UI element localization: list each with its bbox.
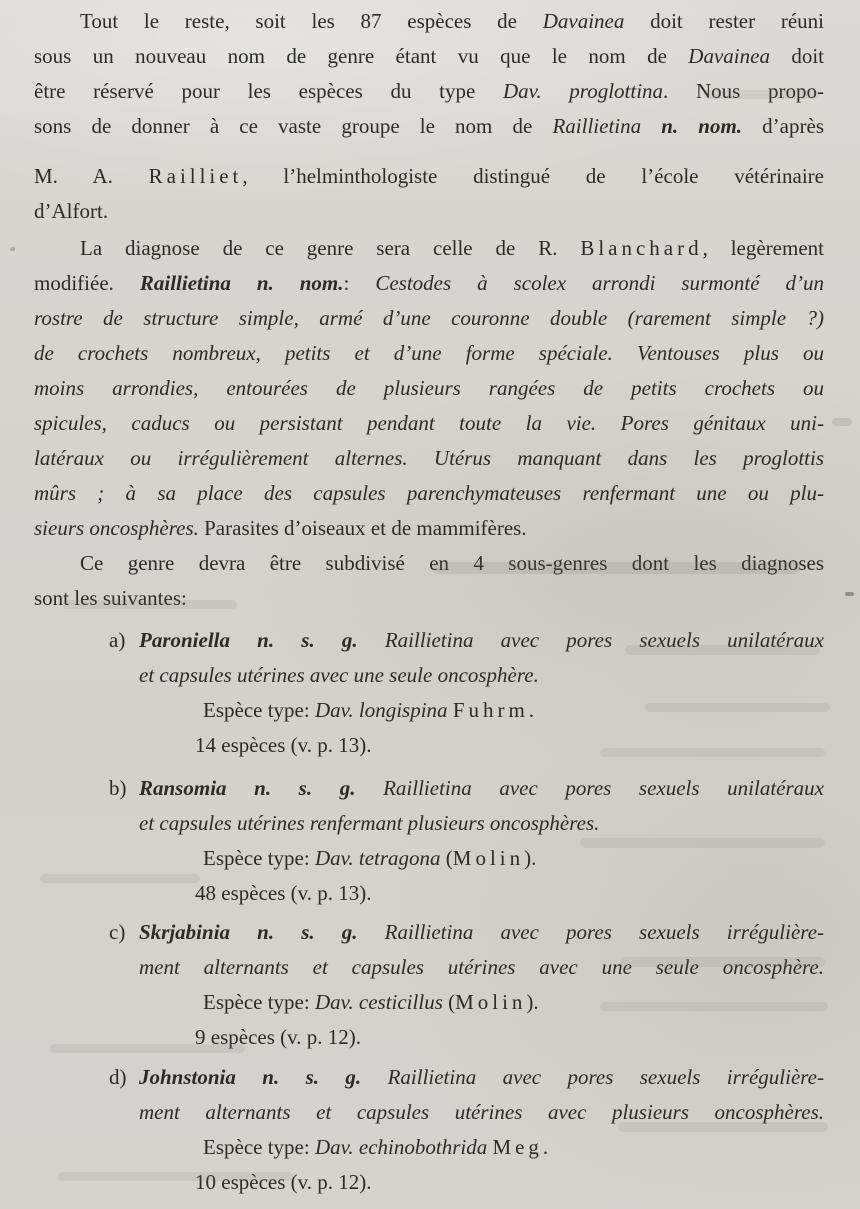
text-line	[34, 336, 824, 371]
text-run-r: .	[528, 698, 535, 722]
text-run-bi: Ransomia n. s. g.	[139, 776, 356, 800]
text-run-i: Raillietina avec pores sexuels unilatéraux	[357, 628, 824, 652]
text-line	[34, 301, 824, 336]
text-run-r: ).	[526, 990, 539, 1014]
bleedthrough-mark	[832, 418, 852, 426]
text-run-i: Cestodes à scolex arrondi surmonté d’un	[375, 271, 824, 295]
text-run-i: mûrs ; à sa place des capsules parenchymateuses renfermant une ou plu-	[34, 481, 824, 505]
list-item-label: c)	[109, 920, 126, 944]
paragraph-intro-continuation	[34, 159, 824, 229]
text-run-r: Ce genre devra être subdivisé en 4 sous-genres dont les diagnoses	[80, 551, 824, 575]
text-run-r: , legèrement	[702, 236, 824, 260]
text-run-i: latéraux ou irrégulièrement alternes. Utérus manquant dans les proglottis	[34, 446, 824, 470]
subgenus-c	[34, 915, 824, 1055]
text-run-r: sont les suivantes:	[34, 586, 187, 610]
text-run-i: et capsules utérines avec une seule oncosphère.	[139, 663, 539, 687]
text-line	[139, 915, 824, 950]
text-run-i: Dav. cesticillus	[314, 990, 449, 1014]
text-run-sp: Molin	[455, 990, 527, 1014]
text-run-i: de crochets nombreux, petits et d’une forme spéciale. Ventouses plus ou	[34, 341, 824, 365]
bleedthrough-mark	[58, 1172, 293, 1181]
text-line	[34, 581, 824, 616]
text-line	[139, 658, 824, 693]
text-run-r: 10 espèces (v. p. 12).	[195, 1170, 372, 1194]
text-run-r: Parasites d’oiseaux et de mammifères.	[198, 516, 527, 540]
text-run-r: 48 espèces (v. p. 13).	[195, 881, 372, 905]
text-line	[34, 231, 824, 266]
text-line	[195, 1165, 824, 1200]
text-line	[139, 1060, 824, 1095]
text-run-r: 9 espèces (v. p. 12).	[195, 1025, 362, 1049]
text-run-r: sons de donner à ce vaste groupe le nom de	[34, 114, 553, 138]
text-run-r: M. A.	[34, 164, 149, 188]
text-run-r: Espèce type:	[203, 990, 315, 1014]
text-run-sp: Railliet	[148, 164, 243, 188]
bleedthrough-mark	[50, 1044, 245, 1053]
text-line	[34, 406, 824, 441]
text-run-r: . Nous propo-	[663, 79, 824, 103]
text-run-r: sous un nouveau nom de genre étant vu que le nom de	[34, 44, 689, 68]
bleedthrough-mark	[618, 1122, 828, 1132]
bleedthrough-mark	[705, 90, 820, 99]
text-run-r: 14 espèces (v. p. 13).	[195, 733, 372, 757]
bleedthrough-mark	[625, 645, 820, 655]
text-line	[34, 476, 824, 511]
text-line	[34, 194, 824, 229]
text-line	[139, 771, 824, 806]
text-run-r: d’Alfort.	[34, 199, 109, 223]
text-run-i: Dav. longispina	[314, 698, 453, 722]
text-run-r: (	[448, 990, 456, 1014]
bleedthrough-mark	[62, 600, 237, 609]
text-line	[34, 266, 824, 301]
text-run-bi: Paroniella n. s. g.	[139, 628, 358, 652]
text-run-i: Raillietina	[552, 114, 662, 138]
list-item-label: b)	[109, 776, 127, 800]
text-run-r: :	[343, 271, 376, 295]
text-run-r: Espèce type:	[203, 846, 315, 870]
text-line	[34, 159, 824, 194]
text-run-bi: n. nom.	[661, 114, 743, 138]
text-line	[34, 511, 824, 546]
text-run-r: Espèce type:	[203, 1135, 315, 1159]
text-line	[34, 441, 824, 476]
paragraph-diagnose	[34, 231, 824, 546]
text-run-i: Raillietina avec pores sexuels irrégulière-	[361, 1065, 824, 1089]
text-line	[34, 109, 824, 144]
text-line	[34, 4, 824, 39]
text-run-i: ment alternants et capsules utérines avec plusieurs oncosphères.	[139, 1100, 824, 1124]
bleedthrough-mark	[620, 957, 825, 967]
text-line	[195, 728, 824, 763]
text-run-bi: Johnstonia n. s. g.	[139, 1065, 362, 1089]
text-run-r: doit	[769, 44, 825, 68]
text-line	[34, 371, 824, 406]
bleedthrough-mark	[645, 703, 830, 712]
text-run-sp: Molin	[452, 846, 525, 870]
text-run-r: (	[445, 846, 453, 870]
ink-speck	[845, 592, 854, 596]
text-run-r: Espèce type:	[203, 698, 315, 722]
text-line	[34, 39, 824, 74]
paragraph-intro	[34, 4, 824, 144]
text-run-r: La diagnose de ce genre sera celle de R.	[80, 236, 581, 260]
bleedthrough-mark	[600, 748, 825, 757]
text-run-i: et capsules utérines renfermant plusieurs oncosphères.	[139, 811, 600, 835]
text-run-i: moins arrondies, entourées de plusieurs rangées de petits crochets ou	[34, 376, 824, 400]
text-line	[195, 876, 824, 911]
bleedthrough-mark	[600, 1002, 828, 1011]
text-line	[139, 806, 824, 841]
text-run-sp: Blanchard	[580, 236, 703, 260]
text-run-r: .	[542, 1135, 549, 1159]
text-line	[139, 950, 824, 985]
text-line	[195, 1020, 824, 1055]
text-run-i: Raillietina avec pores sexuels unilatéraux	[355, 776, 824, 800]
text-run-i: Davainea	[688, 44, 770, 68]
bleedthrough-mark	[40, 874, 200, 883]
bleedthrough-mark	[580, 838, 825, 848]
text-run-i: Dav. echinobothrida	[314, 1135, 493, 1159]
text-run-bi: Raillietina n. nom.	[139, 271, 344, 295]
text-run-sp: Meg	[492, 1135, 543, 1159]
subgenus-a	[34, 623, 824, 763]
text-run-i: ment alternants et capsules utérines avec une seule oncosphère.	[139, 955, 824, 979]
text-run-r: d’après	[742, 114, 824, 138]
text-run-i: Dav. tetragona	[314, 846, 446, 870]
ink-speck	[10, 247, 15, 251]
list-item-label: a)	[109, 628, 126, 652]
text-run-i: Dav. proglottina	[502, 79, 664, 103]
text-run-i: spicules, caducs ou persistant pendant toute la vie. Pores génitaux uni-	[34, 411, 824, 435]
text-run-r: doit rester réuni	[624, 9, 824, 33]
text-line	[203, 1130, 824, 1165]
bleedthrough-mark	[432, 562, 800, 574]
text-run-r: Tout le reste, soit les 87 espèces de	[80, 9, 543, 33]
text-run-r: modifiée.	[34, 271, 140, 295]
text-run-r: , l’helminthologiste distingué de l’école vétérinaire	[242, 164, 824, 188]
text-run-r: être réservé pour les espèces du type	[34, 79, 503, 103]
text-run-r: ).	[524, 846, 537, 870]
text-run-i: sieurs oncosphères.	[34, 516, 199, 540]
text-run-bi: Skrjabinia n. s. g.	[139, 920, 358, 944]
text-run-sp: Fuhrm	[452, 698, 529, 722]
list-item-label: d)	[109, 1065, 127, 1089]
text-run-i: Raillietina avec pores sexuels irrégulière-	[357, 920, 825, 944]
text-run-i: Davainea	[542, 9, 625, 33]
text-run-i: rostre de structure simple, armé d’une couronne double (rarement simple ?)	[34, 306, 824, 330]
